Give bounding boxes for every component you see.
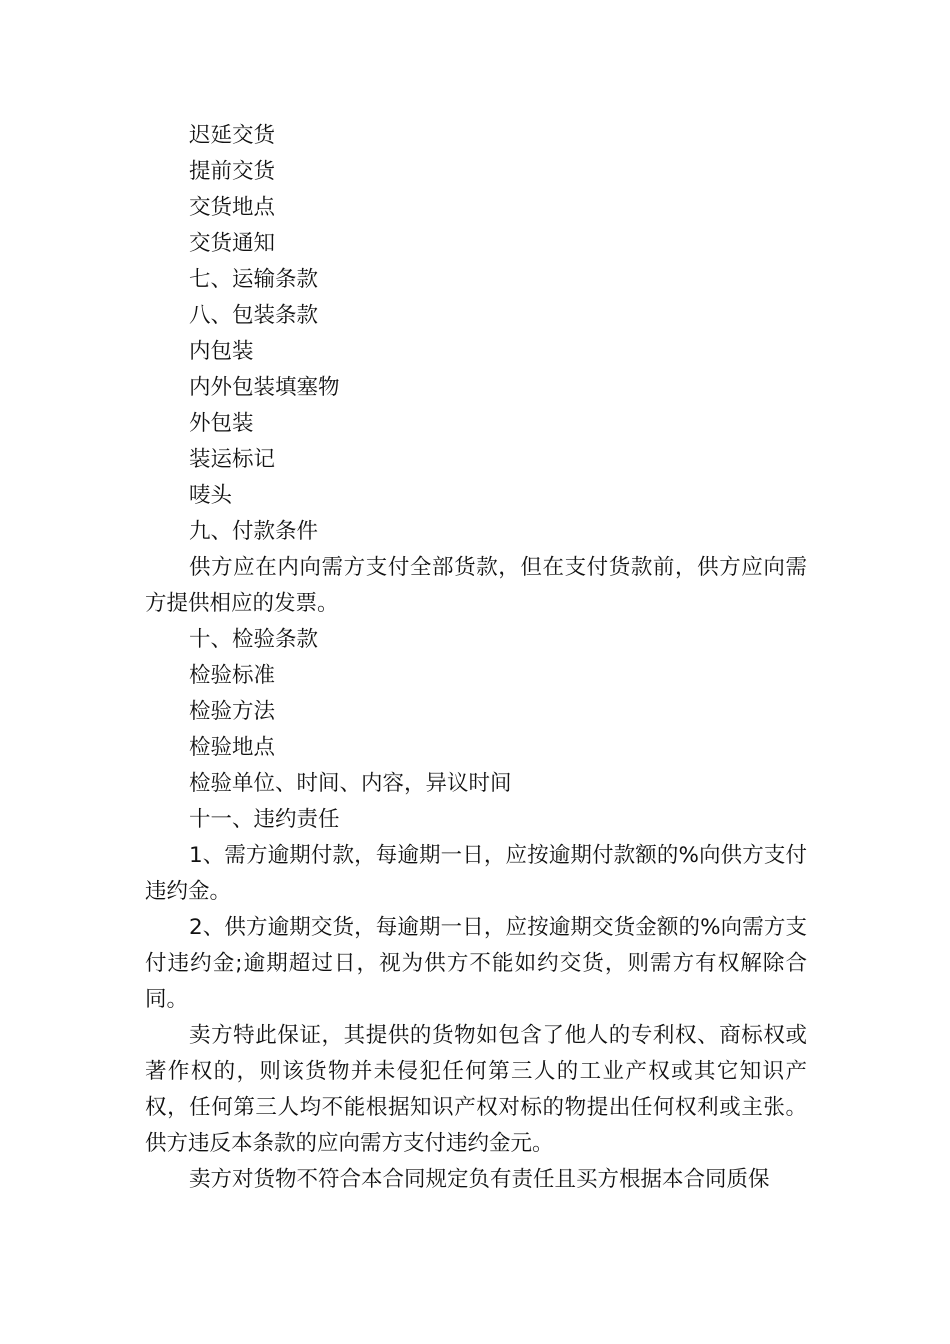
paragraph-inspection-place: 检验地点 [189,735,276,760]
paragraph-payment-terms: 供方应在内向需方支付全部货款，但在支付货款前，供方应向需方提供相应的发票。 [145,555,807,616]
section-heading-payment: 九、付款条件 [189,519,319,544]
paragraph-inspection-standard: 检验标准 [189,663,276,688]
section-heading-inspection: 十、检验条款 [189,627,319,652]
paragraph-mark: 唛头 [189,483,233,508]
paragraph-delayed-delivery: 迟延交货 [189,123,276,148]
paragraph-outer-packaging: 外包装 [189,411,254,436]
document-body [145,118,807,1198]
paragraph-inspection-details: 检验单位、时间、内容，异议时间 [189,771,512,796]
paragraph-delivery-place: 交货地点 [189,195,276,220]
paragraph-ip-warranty: 卖方特此保证，其提供的货物如包含了他人的专利权、商标权或著作权的，则该货物并未侵犯任何第三人的工业产权或其它知识产权，任何第三人均不能根据知识产权对标的物提出任何权利或主张。供方违反本条款的应向需方支付违约金元。 [145,1023,807,1156]
paragraph-liability-seller: 2、供方逾期交货，每逾期一日，应按逾期交货金额的%向需方支付违约金;逾期超过日，视为供方不能如约交货，则需方有权解除合同。 [145,915,807,1012]
paragraph-packing-filler: 内外包装填塞物 [189,375,340,400]
section-heading-packaging: 八、包装条款 [189,303,319,328]
section-heading-liability: 十一、违约责任 [189,807,340,832]
section-heading-transport: 七、运输条款 [189,267,319,292]
paragraph-inspection-method: 检验方法 [189,699,276,724]
paragraph-liability-buyer: 1、需方逾期付款，每逾期一日，应按逾期付款额的%向供方支付违约金。 [145,843,807,904]
paragraph-shipping-marks: 装运标记 [189,447,276,472]
paragraph-early-delivery: 提前交货 [189,159,276,184]
paragraph-delivery-notice: 交货通知 [189,231,276,256]
paragraph-inner-packaging: 内包装 [189,339,254,364]
paragraph-quality-warranty: 卖方对货物不符合本合同规定负有责任且买方根据本合同质保 [189,1167,770,1192]
